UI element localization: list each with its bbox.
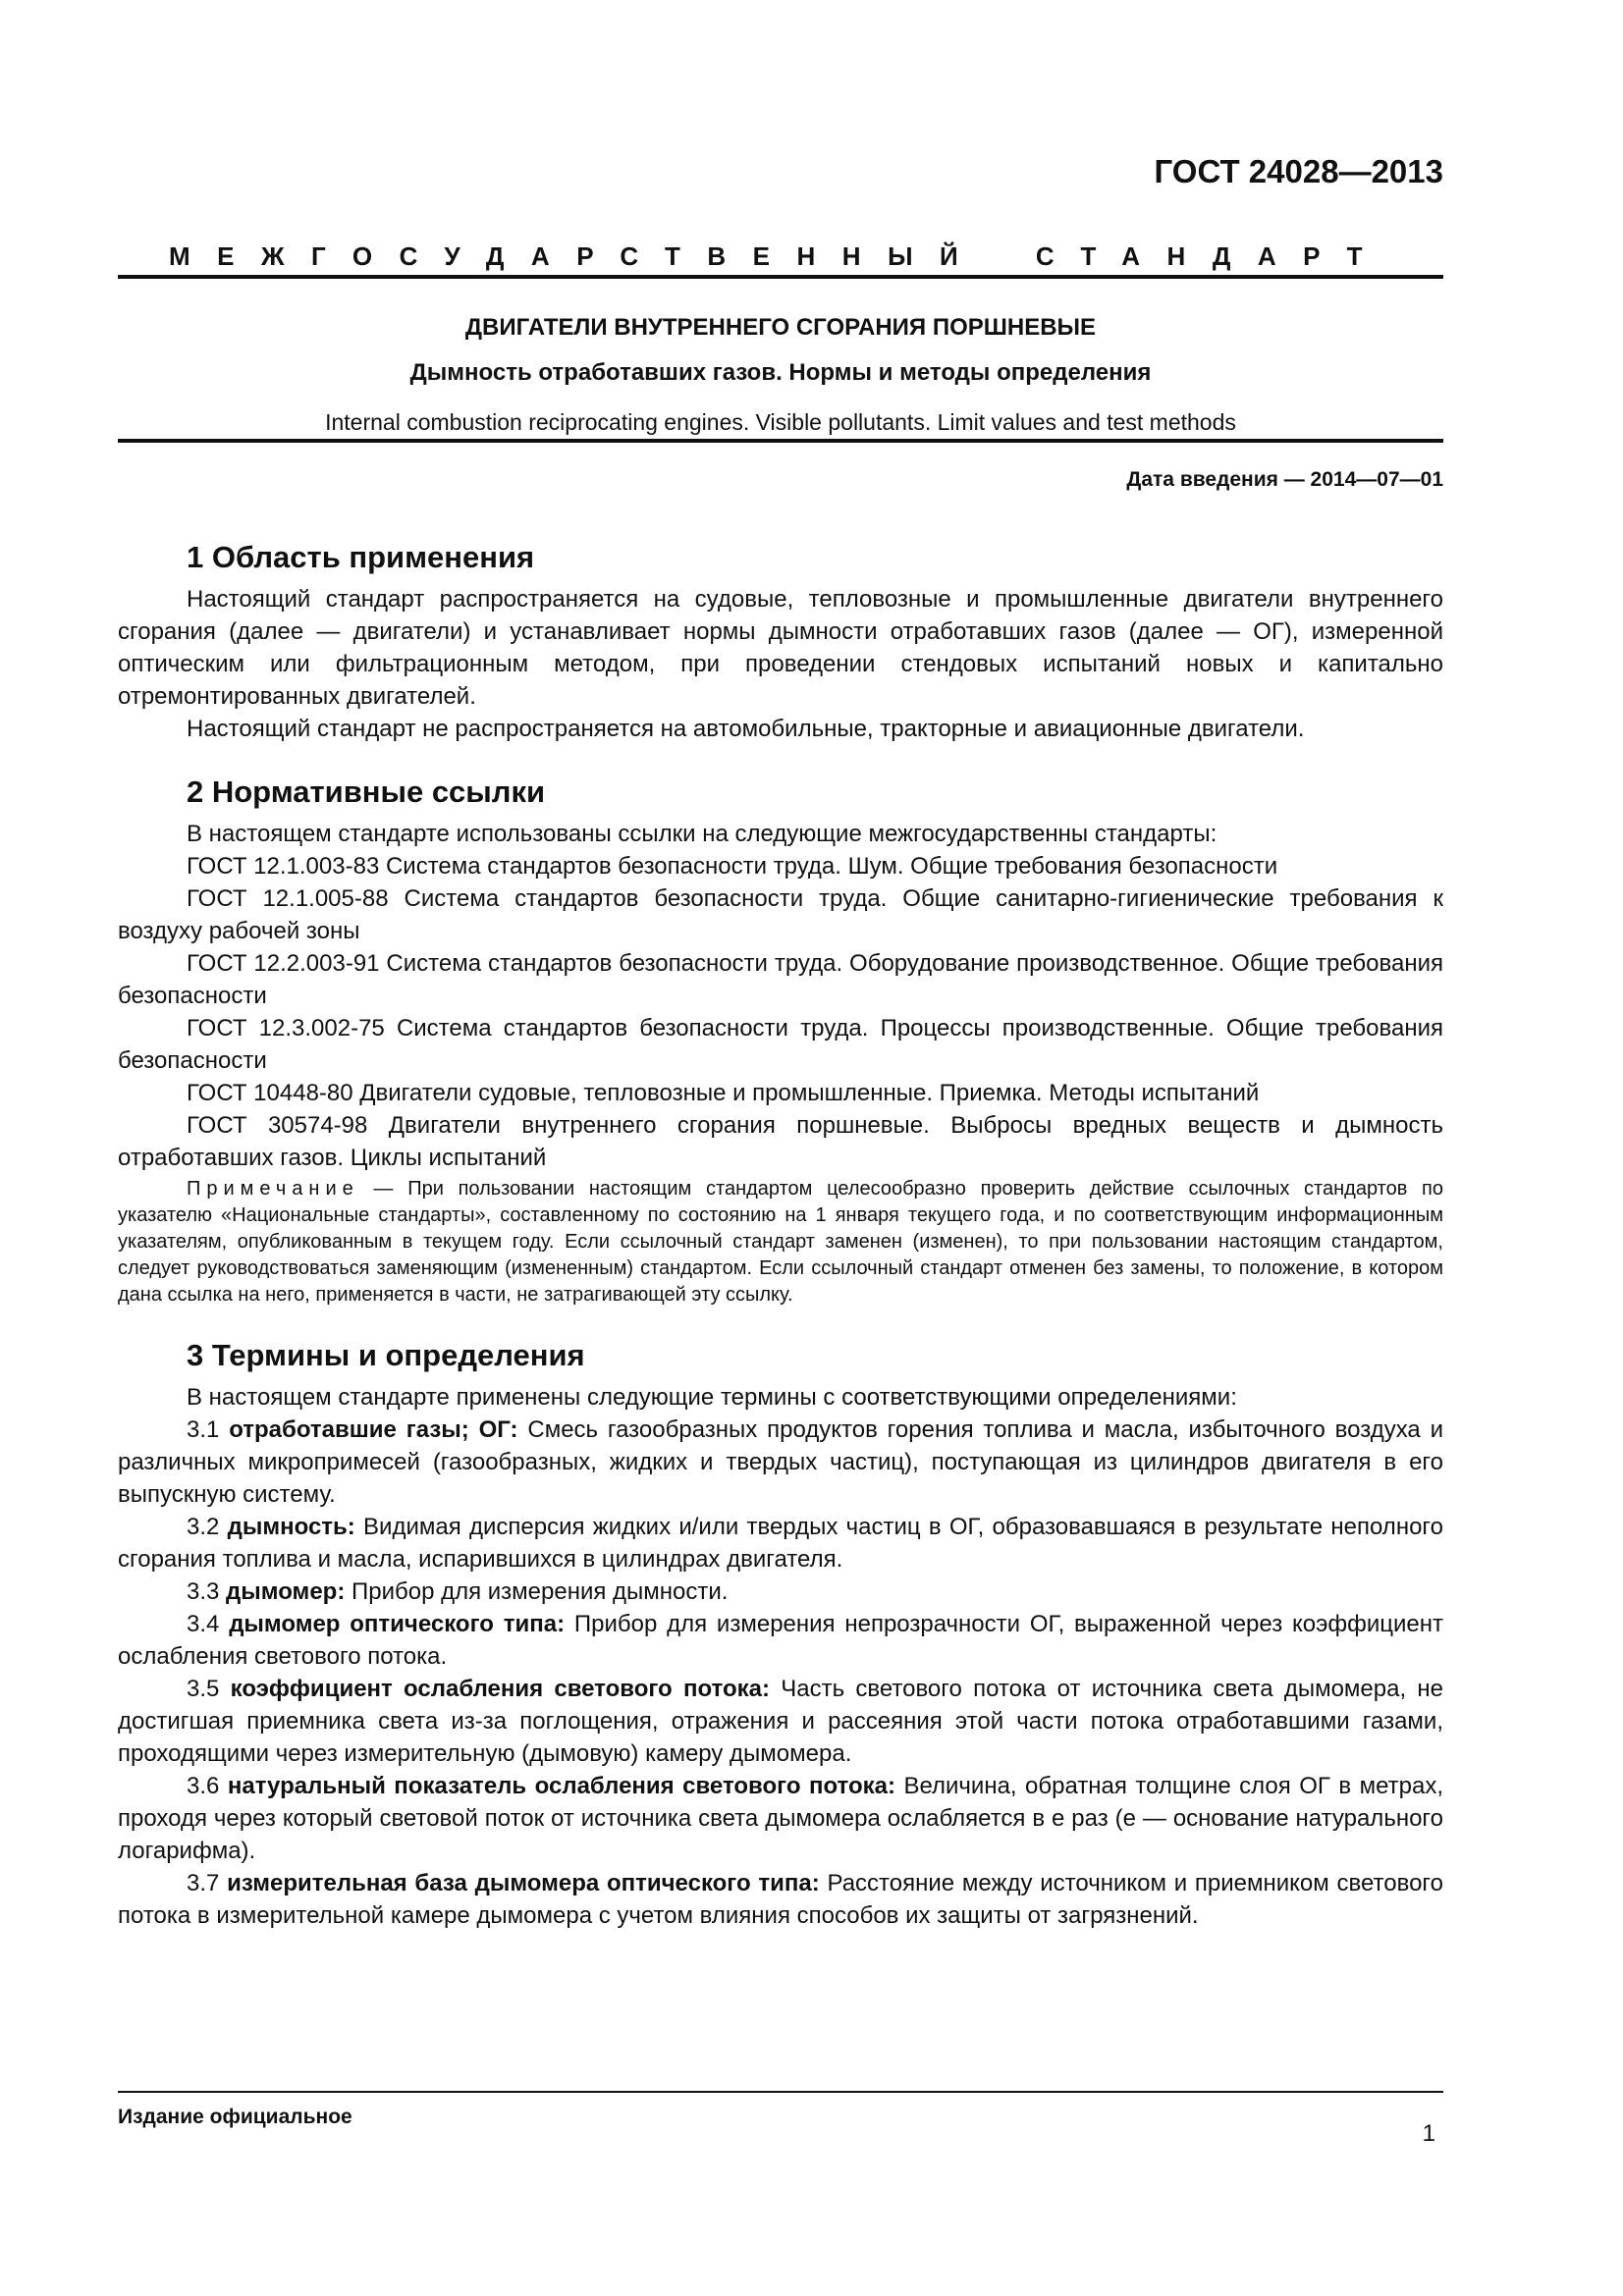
terms-intro: В настоящем стандарте применены следующие термины с соответствующими определениями: [187,1384,1237,1411]
term-name: коэффициент ослабления светового потока: [230,1676,770,1702]
term-entry [118,1608,1443,1673]
official-edition-label: Издание официальное [118,2106,352,2128]
term-entry [118,1414,1443,1511]
footer-divider [118,2091,1443,2093]
note-label: Примечание [187,1178,359,1200]
references-intro: В настоящем стандарте использованы ссылки на следующие межгосударственны стандарты: [187,821,1217,847]
term-entry [118,1575,1443,1608]
term-name: дымность: [227,1514,355,1540]
reference-item: ГОСТ 12.1.005-88 Система стандартов безопасности труда. Общие санитарно-гигиенические требования к воздуху рабочей зоны [118,885,1443,944]
term-number: 3.1 [187,1416,220,1443]
term-entry [118,1867,1443,1932]
reference-item: ГОСТ 12.2.003-91 Система стандартов безопасности труда. Оборудование производственное. Общие требования безопасности [118,950,1443,1009]
term-name: измерительная база дымомера оптического типа: [227,1870,820,1896]
term-definition: Видимая дисперсия жидких и/или твердых частиц в ОГ, образовавшаяся в результате неполного сгорания топлива и масла, испарившихся в цилиндрах двигателя. [118,1514,1443,1573]
section-3-heading: 3 Термины и определения [187,1338,585,1372]
term-name: отработавшие газы; ОГ: [229,1416,518,1443]
term-definition: Часть светового потока от источника света дымомера, не достигшая приемника света из-за поглощения, отражения и рассеяния этой части потока отработавшими газами, проходящими через измерительную (дымовую) камеру дымомера. [118,1676,1443,1767]
section-2-heading: 2 Нормативные ссылки [187,774,546,809]
english-title: Internal combustion reciprocating engines. Visible pollutants. Limit values and test methods [325,409,1236,435]
reference-item: ГОСТ 10448-80 Двигатели судовые, тепловозные и промышленные. Приемка. Методы испытаний [187,1080,1260,1106]
term-number: 3.5 [187,1676,220,1702]
interstate-word-2: СТАНДАРТ [1035,241,1389,271]
scope-paragraph: Настоящий стандарт не распространяется на автомобильные, тракторные и авиационные двигатели. [187,716,1305,742]
page-number: 1 [1422,2120,1435,2147]
document-body [118,540,1443,1961]
reference-item: ГОСТ 30574-98 Двигатели внутреннего сгорания поршневые. Выбросы вредных веществ и дымность отработавших газов. Циклы испытаний [118,1112,1443,1171]
term-definition: Величина, обратная толщине слоя ОГ в метрах, проходя через который световой поток от источника света дымомера ослабляется в е раз (е — основание натурального логарифма). [118,1773,1443,1864]
term-definition: Расстояние между источником и приемником светового потока в измерительной камере дымомера с учетом влияния способов их защиты от загрязнений. [118,1870,1443,1929]
section-normative-references [118,774,1443,1308]
term-number: 3.2 [187,1514,220,1540]
term-name: натуральный показатель ослабления светового потока: [227,1773,895,1799]
term-number: 3.7 [187,1870,220,1896]
term-name: дымомер: [226,1578,346,1605]
term-definition: Прибор для измерения непрозрачности ОГ, выраженной через коэффициент ослабления светового потока. [118,1611,1444,1670]
standard-code: ГОСТ 24028—2013 [1154,153,1443,189]
title-divider [118,439,1443,443]
references-note [118,1176,1443,1308]
section-terms [118,1338,1443,1932]
term-entry [118,1511,1443,1575]
reference-item: ГОСТ 12.1.003-83 Система стандартов безопасности труда. Шум. Общие требования безопасности [187,853,1278,880]
term-name: дымомер оптического типа: [229,1611,566,1637]
reference-item: ГОСТ 12.3.002-75 Система стандартов безопасности труда. Процессы производственные. Общие требования безопасности [118,1015,1443,1074]
term-number: 3.3 [187,1578,220,1605]
document-page [118,0,1443,2296]
interstate-standard-banner [118,241,1443,272]
scope-paragraph: Настоящий стандарт распространяется на судовые, тепловозные и промышленные двигатели внутреннего сгорания (далее — двигатели) и устанавливает нормы дымности отработавших газов (далее — ОГ), измеренной оптическим или фильтрационным методом, при проведении стендовых испытаний новых и капитально отремонтированных двигателей. [118,586,1443,710]
term-number: 3.4 [187,1611,220,1637]
term-definition: Прибор для измерения дымности. [351,1578,729,1605]
interstate-word-1: МЕЖГОСУДАРСТВЕННЫЙ [169,241,986,271]
document-subtitle: Дымность отработавших газов. Нормы и методы определения [409,359,1152,386]
term-definition: Смесь газообразных продуктов горения топлива и масла, избыточного воздуха и различных микропримесей (газообразных, жидких и твердых частиц), поступающая из цилиндров двигателя в его выпускную систему. [118,1416,1443,1508]
term-number: 3.6 [187,1773,220,1799]
introduction-date: Дата введения — 2014—07—01 [1126,468,1443,491]
section-scope [118,540,1443,745]
section-1-heading: 1 Область применения [187,540,535,574]
term-entry [118,1770,1443,1867]
term-entry [118,1673,1443,1770]
top-divider [118,275,1443,279]
note-text: — При пользовании настоящим стандартом целесообразно проверить действие ссылочных стандартов по указателю «Национальные стандарты», составленному по состоянию на 1 января текущего года, и по соответствующим информационным указателям, опубликованным в текущем году. Если ссылочный стандарт заменен (изменен), то при пользовании настоящим стандартом, следует руководствоваться заменяющим (измененным) стандартом. Если ссылочный стандарт отменен без замены, то положение, в котором дана ссылка на него, применяется в части, не затрагивающей эту ссылку. [118,1178,1443,1306]
document-title: ДВИГАТЕЛИ ВНУТРЕННЕГО СГОРАНИЯ ПОРШНЕВЫЕ [464,314,1097,341]
